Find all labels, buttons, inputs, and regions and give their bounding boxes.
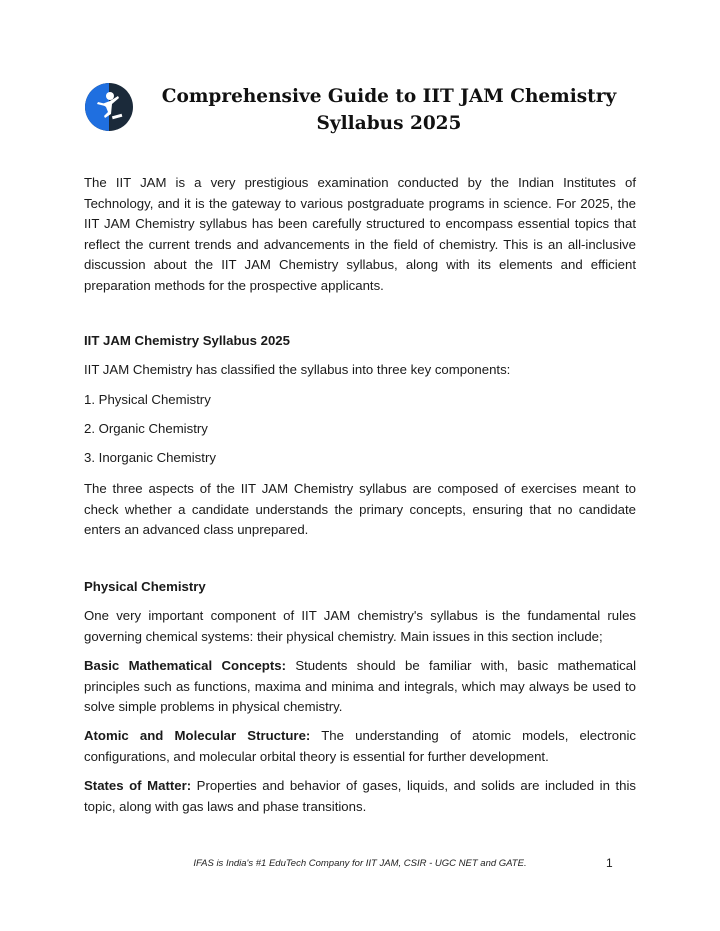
topic-text: Properties and behavior of gases, liquids, and solids are included in this topic, along with gas laws and phase transitions.	[84, 778, 636, 814]
topic-paragraph	[84, 776, 636, 817]
ifas-logo-icon	[84, 82, 134, 132]
list-item: 3. Inorganic Chemistry	[84, 450, 216, 465]
footer-text: IFAS is India's #1 EduTech Company for IIT JAM, CSIR - UGC NET and GATE.	[193, 858, 527, 869]
syllabus-heading: IIT JAM Chemistry Syllabus 2025	[84, 333, 290, 348]
topic-paragraph	[84, 726, 636, 767]
list-item: 2. Organic Chemistry	[84, 421, 208, 436]
syllabus-lead: IIT JAM Chemistry has classified the syllabus into three key components:	[84, 362, 511, 377]
topic-text: Students should be familiar with, basic mathematical principles such as functions, maxima and minima and integrals, which may always be used to solve simple problems in physical chemistry.	[84, 658, 636, 715]
physical-heading: Physical Chemistry	[84, 579, 206, 594]
syllabus-summary: The three aspects of the IIT JAM Chemistry syllabus are composed of exercises meant to check whether a candidate understands the primary concepts, ensuring that no candidate enters an advanced class unprepared.	[84, 481, 636, 538]
intro-paragraph: The IIT JAM is a very prestigious examination conducted by the Indian Institutes of Technology, and it is the gateway to various postgraduate programs in science. For 2025, the IIT JAM Chemistry syllabus has been carefully structured to encompass essential topics that reflect the current trends and advancements in the field of chemistry. This is an all-inclusive discussion about the IIT JAM Chemistry syllabus, along with its elements and efficient preparation methods for the prospective applicants.	[84, 175, 636, 293]
topic-paragraph	[84, 656, 636, 718]
page-number: 1	[606, 856, 613, 870]
topic-term: Atomic and Molecular Structure:	[84, 728, 311, 743]
page-title: Comprehensive Guide to IIT JAM Chemistry Syllabus 2025	[161, 86, 617, 134]
physical-intro: One very important component of IIT JAM chemistry's syllabus is the fundamental rules governing chemical systems: their physical chemistry. Main issues in this section include;	[84, 608, 636, 644]
list-item: 1. Physical Chemistry	[84, 392, 211, 407]
topic-term: Basic Mathematical Concepts:	[84, 658, 286, 673]
topic-text: The understanding of atomic models, electronic configurations, and molecular orbital theory is essential for further development.	[84, 728, 636, 764]
topic-term: States of Matter:	[84, 778, 192, 793]
